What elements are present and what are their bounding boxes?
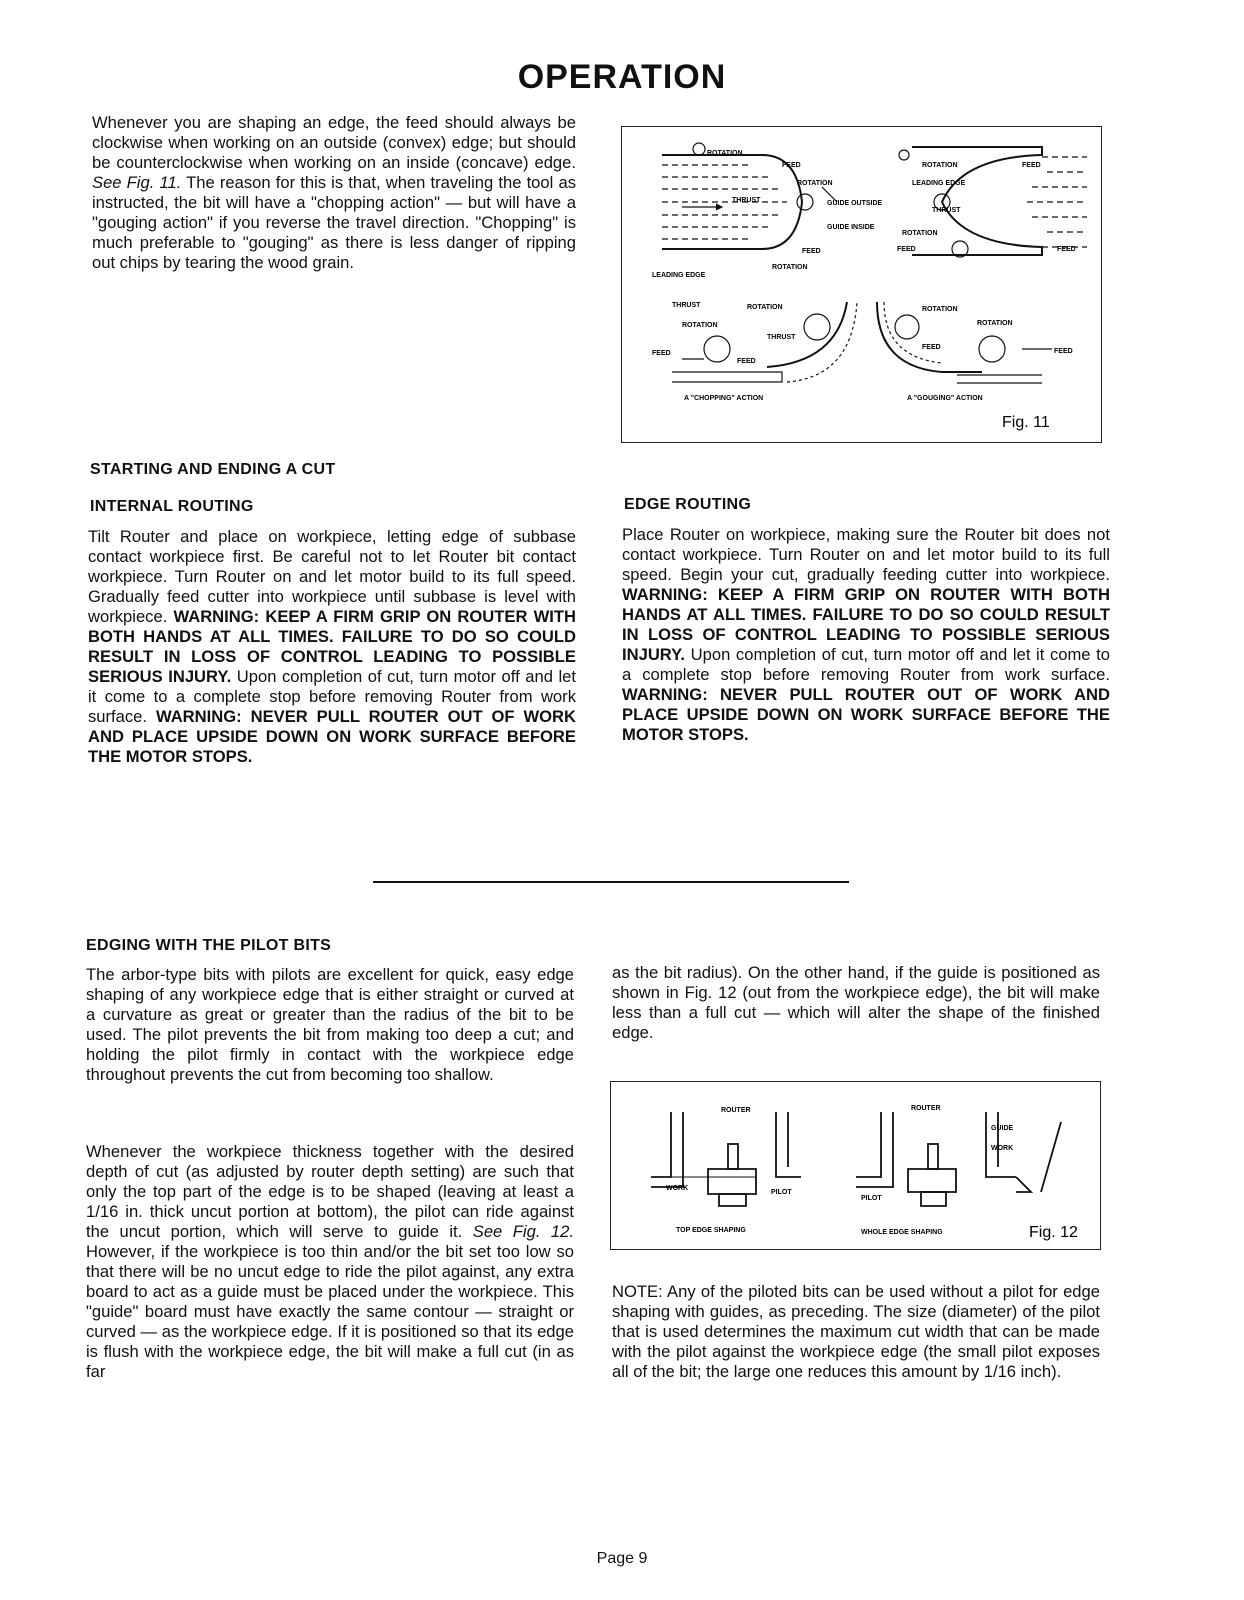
fig12-pilot-right: PILOT: [861, 1195, 882, 1202]
fig11-outside-edge: [662, 143, 837, 249]
internal-text-2: Upon completion of cut, turn motor off and let it come to a complete stop before removing Router from work surface.: [88, 667, 576, 726]
label-feed-4: FEED: [897, 246, 916, 253]
label-rotation-9: ROTATION: [977, 320, 1013, 327]
internal-text-1: Tilt Router and place on workpiece, letting edge of subbase contact workpiece first. Be careful not to let Router bit contact workpiece. Turn Router on and let motor build to its full speed. Gradually feed cutter into workpiece until subbase is level with workpiece.: [88, 527, 576, 626]
figure-12-drawing: [611, 1082, 1100, 1249]
label-thrust-1: THRUST: [732, 197, 761, 204]
fig12-router-right: ROUTER: [911, 1105, 941, 1112]
fig12-left-caption: TOP EDGE SHAPING: [676, 1227, 746, 1234]
figure-11-drawing: [622, 127, 1101, 442]
edge-routing-heading: EDGE ROUTING: [624, 496, 752, 513]
fig11-gouging: [877, 302, 1052, 383]
label-feed-8: FEED: [922, 344, 941, 351]
edge-routing-text: [622, 525, 1110, 745]
fig11-caption: Fig. 11: [1002, 414, 1050, 431]
label-rotation-6: ROTATION: [747, 304, 783, 311]
label-rotation-7: ROTATION: [682, 322, 718, 329]
pilot-bits-heading: EDGING WITH THE PILOT BITS: [86, 937, 332, 954]
label-leading-edge-2: LEADING EDGE: [912, 180, 966, 187]
fig12-router-left: ROUTER: [721, 1107, 751, 1114]
label-feed-2: FEED: [802, 248, 821, 255]
fig12-right-caption: WHOLE EDGE SHAPING: [861, 1229, 943, 1236]
internal-routing-text: [88, 527, 576, 767]
see-fig-12: See Fig. 12.: [472, 1222, 574, 1241]
internal-warning-1: WARNING: KEEP A FIRM GRIP ON ROUTER WITH BOTH HANDS AT ALL TIMES. FAILURE TO DO SO COULD RESULT IN LOSS OF CONTROL LEADING TO POSSIBLE SERIOUS INJURY.: [88, 607, 576, 686]
label-rotation-1: ROTATION: [707, 150, 743, 157]
pilot-bits-para-3: as the bit radius). On the other hand, if the guide is positioned as shown in Fig. 12 (out from the workpiece edge), the bit will make less than a full cut — which will alter the shape of the finished edge.: [612, 963, 1100, 1042]
label-feed-1: FEED: [782, 162, 801, 169]
fig12-pilot-left: PILOT: [771, 1189, 792, 1196]
pilot-text-2a: Whenever the workpiece thickness together with the desired depth of cut (as adjusted by router depth setting) are such that only the top part of the edge is to be shaped (leaving at least a 1/16 in. thick uncut portion at bottom), the pilot can ride against the uncut portion, which will serve to guide it.: [86, 1142, 574, 1241]
label-leading-edge-1: LEADING EDGE: [652, 272, 706, 279]
label-guide-outside: GUIDE OUTSIDE: [827, 200, 883, 207]
edge-warning-1: WARNING: KEEP A FIRM GRIP ON ROUTER WITH BOTH HANDS AT ALL TIMES. FAILURE TO DO SO COULD RESULT IN LOSS OF CONTROL LEADING TO POSSIBLE SERIOUS INJURY.: [622, 585, 1110, 664]
label-feed-3: FEED: [1022, 162, 1041, 169]
section-heading: STARTING AND ENDING A CUT: [90, 461, 336, 478]
section-divider: [373, 881, 849, 883]
see-fig-11: See Fig. 11.: [92, 173, 182, 192]
pilot-text-2b: However, if the workpiece is too thin and/or the bit set too low so that there will be no uncut edge to ride the pilot against, any extra board to act as a guide must be placed under the workpiece. This "guide" board must have exactly the same contour — straight or curved — as the workpiece edge. If it is positioned so that its edge is flush with the workpiece edge, the bit will make a full cut (in as far: [86, 1242, 574, 1381]
fig12-right-diagram: [856, 1112, 1061, 1206]
label-thrust-3: THRUST: [672, 302, 701, 309]
intro-text: Whenever you are shaping an edge, the feed should always be clockwise when working on an outside (convex) edge; but should be counterclockwise when working on an inside (concave) edge.: [92, 113, 576, 172]
label-thrust-4: THRUST: [767, 334, 796, 341]
fig12-guide: GUIDE: [991, 1125, 1014, 1132]
note-paragraph: NOTE: Any of the piloted bits can be used without a pilot for edge shaping with guides, as preceding. The size (diameter) of the pilot that is used determines the maximum cut width that can be made with the pilot against the workpiece edge (the small pilot exposes all of the bit; the large one reduces this amount by 1/16 inch).: [612, 1282, 1100, 1381]
fig12-work-right: WORK: [991, 1145, 1014, 1152]
page-title: OPERATION: [517, 58, 727, 96]
intro-text-2: The reason for this is that, when traveling the tool as instructed, the bit will have a "chopping action" — but will have a "gouging action" if you reverse the travel direction. "Chopping" is much preferable to "gouging" as there is less danger of ripping out chips by tearing the wood grain.: [92, 173, 576, 272]
label-feed-9: FEED: [1054, 348, 1073, 355]
page-number: Page 9: [596, 1550, 648, 1567]
edge-text-2: Upon completion of cut, turn motor off and let it come to a complete stop before removing Router from work surface.: [622, 645, 1110, 684]
pilot-bits-para-2: [86, 1142, 574, 1382]
label-rotation-5: ROTATION: [902, 230, 938, 237]
fig11-right-caption: A "GOUGING" ACTION: [907, 395, 983, 402]
label-rotation-2: ROTATION: [797, 180, 833, 187]
intro-paragraph: [92, 113, 576, 273]
label-feed-6: FEED: [652, 350, 671, 357]
fig12-caption: Fig. 12: [1029, 1224, 1078, 1241]
pilot-bits-para-1: The arbor-type bits with pilots are excellent for quick, easy edge shaping of any workpiece edge that is either straight or curved at a curvature as great or greater than the radius of the bit to be used. The pilot prevents the bit from making too deep a cut; and holding the pilot firmly in contact with the workpiece edge throughout prevents the cut from becoming too shallow.: [86, 965, 574, 1084]
edge-warning-2: WARNING: NEVER PULL ROUTER OUT OF WORK AND PLACE UPSIDE DOWN ON WORK SURFACE BEFORE THE MOTOR STOPS.: [622, 685, 1110, 744]
figure-12: [610, 1081, 1101, 1250]
label-rotation-3: ROTATION: [772, 264, 808, 271]
label-rotation-8: ROTATION: [922, 306, 958, 313]
label-thrust-2: THRUST: [932, 207, 961, 214]
label-feed-7: FEED: [737, 358, 756, 365]
figure-11: [621, 126, 1102, 443]
internal-routing-heading: INTERNAL ROUTING: [90, 498, 254, 515]
internal-warning-2: WARNING: NEVER PULL ROUTER OUT OF WORK AND PLACE UPSIDE DOWN ON WORK SURFACE BEFORE THE MOTOR STOPS.: [88, 707, 577, 766]
label-guide-inside: GUIDE INSIDE: [827, 224, 875, 231]
label-rotation-4: ROTATION: [922, 162, 958, 169]
fig11-left-caption: A "CHOPPING" ACTION: [684, 395, 764, 402]
fig11-chopping: [672, 302, 857, 382]
label-feed-5: FEED: [1057, 246, 1076, 253]
edge-text-1: Place Router on workpiece, making sure the Router bit does not contact workpiece. Turn Router on and let motor build to its full speed. Begin your cut, gradually feeding cutter into workpiece.: [622, 525, 1110, 584]
fig12-work-left: WORK: [666, 1185, 689, 1192]
